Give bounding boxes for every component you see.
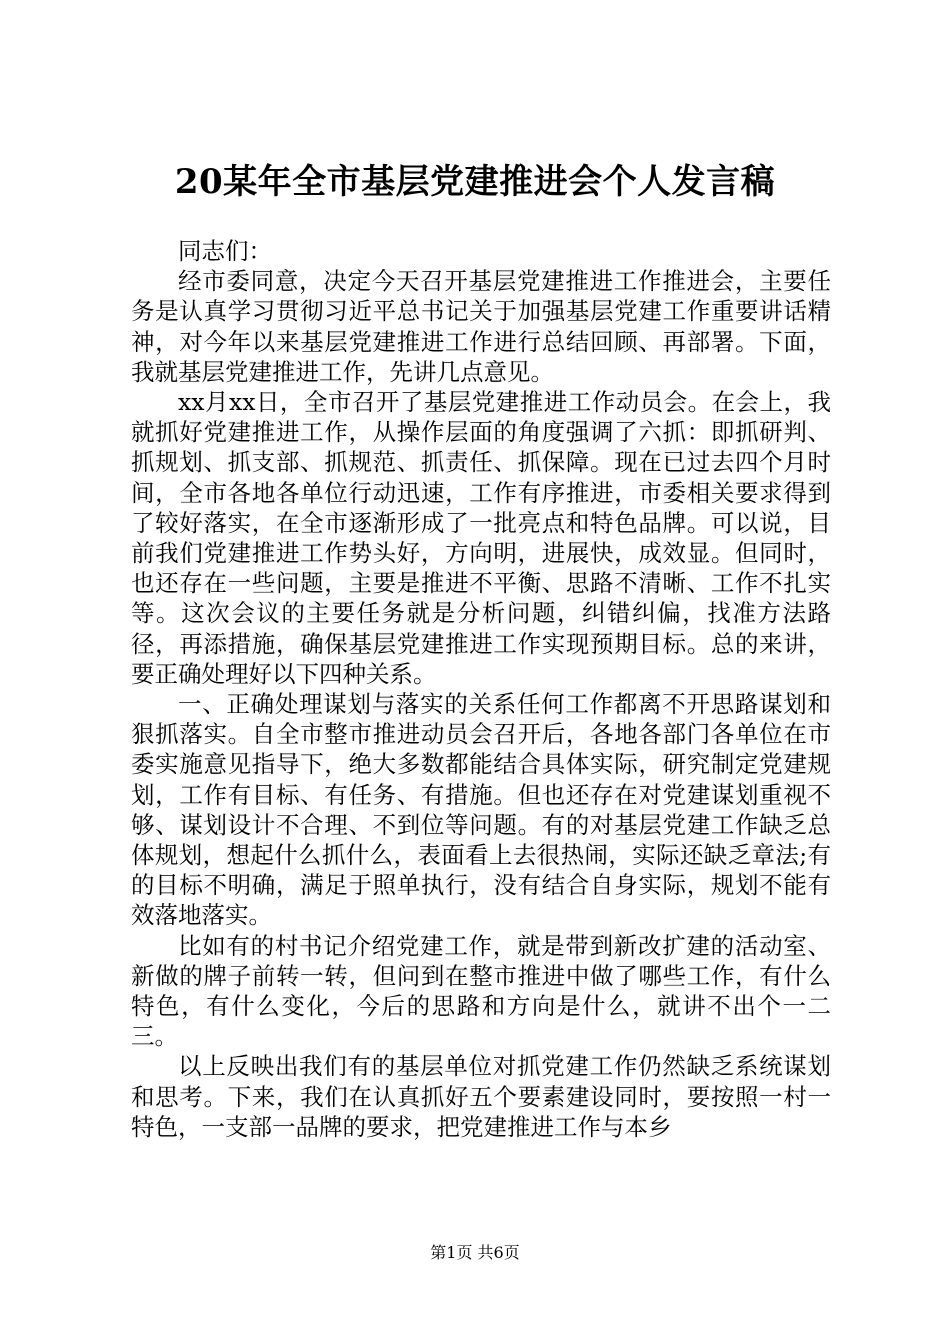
paragraph: 一、正确处理谋划与落实的关系任何工作都离不开思路谋划和狠抓落实。自全市整市推进动员会召开后，各地各部门各单位在市委实施意见指导下，绝大多数都能结合具体实际，研究制定党建规划，工作有目标、有任务、有措施。但也还存在对党建谋划重视不够、谋划设计不合理、不到位等问题。有的对基层党建工作缺乏总体规划，想起什么抓什么，表面看上去很热闹，实际还缺乏章法;有的目标不明确，满足于照单执行，没有结合自身实际，规划不能有效落地落实。 bbox=[131, 690, 831, 930]
paragraph: xx月xx日，全市召开了基层党建推进工作动员会。在会上，我就抓好党建推进工作，从操作层面的角度强调了六抓：即抓研判、抓规划、抓支部、抓规范、抓责任、抓保障。现在已过去四个月时间，全市各地各单位行动迅速，工作有序推进，市委相关要求得到了较好落实，在全市逐渐形成了一批亮点和特色品牌。可以说，目前我们党建推进工作势头好，方向明，进展快，成效显。但同时，也还存在一些问题，主要是推进不平衡、思路不清晰、工作不扎实等。这次会议的主要任务就是分析问题，纠错纠偏，找准方法路径，再添措施，确保基层党建推进工作实现预期目标。总的来讲，要正确处理好以下四种关系。 bbox=[131, 388, 831, 688]
document-body bbox=[131, 236, 831, 1142]
paragraph: 经市委同意，决定今天召开基层党建推进工作推进会，主要任务是认真学习贯彻习近平总书记关于加强基层党建工作重要讲话精神，对今年以来基层党建推进工作进行总结回顾、再部署。下面，我就基层党建推进工作，先讲几点意见。 bbox=[131, 267, 831, 386]
paragraph: 比如有的村书记介绍党建工作，就是带到新改扩建的活动室、新做的牌子前转一转，但问到在整市推进中做了哪些工作，有什么特色，有什么变化，今后的思路和方向是什么，就讲不出个一二三。 bbox=[131, 931, 831, 1051]
document-title: 20某年全市基层党建推进会个人发言稿 bbox=[174, 162, 776, 202]
page-number-footer: 第1页 共6页 bbox=[430, 1243, 520, 1262]
paragraph-salutation: 同志们： bbox=[178, 237, 272, 265]
paragraph: 以上反映出我们有的基层单位对抓党建工作仍然缺乏系统谋划和思考。下来，我们在认真抓好五个要素建设同时，要按照一村一特色，一支部一品牌的要求，把党建推进工作与本乡 bbox=[131, 1052, 831, 1141]
